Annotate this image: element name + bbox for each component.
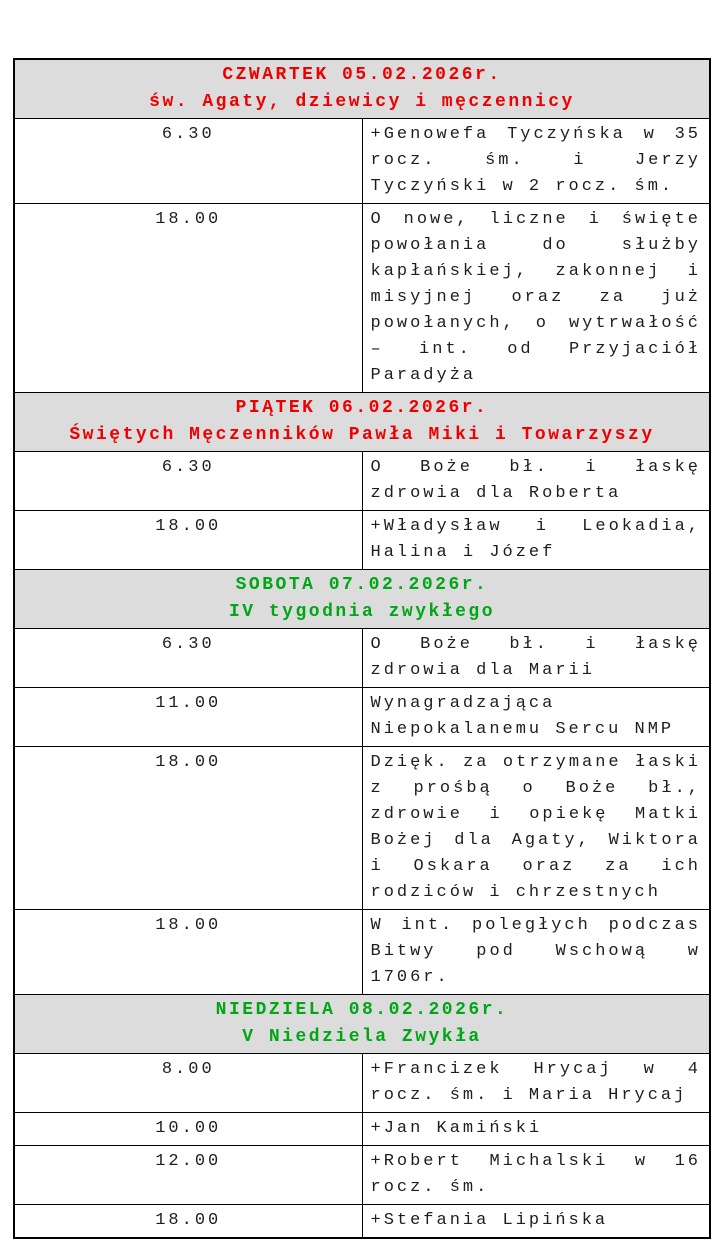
day-title: NIEDZIELA 08.02.2026r. <box>215 1000 509 1020</box>
mass-time: 18.00 <box>14 511 362 570</box>
day-header-cell <box>14 59 710 119</box>
day-title: CZWARTEK 05.02.2026r. <box>222 65 502 85</box>
day-subtitle: V Niedziela Zwykła <box>242 1027 482 1047</box>
mass-time: 6.30 <box>14 119 362 204</box>
mass-intention: +Władysław i Leokadia, Halina i Józef <box>362 511 710 570</box>
day-header-cell <box>14 995 710 1054</box>
mass-row <box>14 1054 710 1113</box>
mass-row <box>14 511 710 570</box>
day-title: PIĄTEK 06.02.2026r. <box>235 398 489 418</box>
day-header-cell <box>14 570 710 629</box>
mass-row <box>14 1146 710 1205</box>
mass-row <box>14 747 710 910</box>
mass-time: 6.30 <box>14 629 362 688</box>
mass-row <box>14 1205 710 1239</box>
mass-intention: +Stefania Lipińska <box>362 1205 710 1239</box>
mass-intention: W int. poległych podczas Bitwy pod Wschową w 1706r. <box>362 910 710 995</box>
mass-time: 6.30 <box>14 452 362 511</box>
mass-schedule-table <box>13 58 711 1239</box>
mass-row <box>14 204 710 393</box>
mass-time: 18.00 <box>14 204 362 393</box>
mass-intention: Dzięk. za otrzymane łaski z prośbą o Boże bł., zdrowie i opiekę Matki Bożej dla Agaty, Wiktora i Oskara oraz za ich rodziców i chrzestnych <box>362 747 710 910</box>
mass-time: 11.00 <box>14 688 362 747</box>
mass-row <box>14 119 710 204</box>
day-header-row <box>14 995 710 1054</box>
mass-time: 12.00 <box>14 1146 362 1205</box>
mass-intention: O nowe, liczne i święte powołania do służby kapłańskiej, zakonnej i misyjnej oraz za już powołanych, o wytrwałość – int. od Przyjaciół Paradyża <box>362 204 710 393</box>
day-header-row <box>14 59 710 119</box>
mass-row <box>14 910 710 995</box>
mass-row <box>14 452 710 511</box>
day-title: SOBOTA 07.02.2026r. <box>235 575 489 595</box>
mass-intention: Wynagradzająca Niepokalanemu Sercu NMP <box>362 688 710 747</box>
day-subtitle: IV tygodnia zwykłego <box>228 602 496 622</box>
day-header-row <box>14 393 710 452</box>
day-subtitle: św. Agaty, dziewicy i męczennicy <box>149 92 575 112</box>
day-header-row <box>14 570 710 629</box>
mass-intention: +Genowefa Tyczyńska w 35 rocz. śm. i Jerzy Tyczyński w 2 rocz. śm. <box>362 119 710 204</box>
mass-intention: +Jan Kamiński <box>362 1113 710 1146</box>
schedule-table-body <box>14 59 710 1238</box>
mass-time: 10.00 <box>14 1113 362 1146</box>
mass-row <box>14 629 710 688</box>
day-subtitle: Świętych Męczenników Pawła Miki i Towarzyszy <box>69 425 655 445</box>
mass-intention: +Francizek Hrycaj w 4 rocz. śm. i Maria Hrycaj <box>362 1054 710 1113</box>
mass-intention: O Boże bł. i łaskę zdrowia dla Roberta <box>362 452 710 511</box>
day-header-cell <box>14 393 710 452</box>
mass-time: 18.00 <box>14 1205 362 1239</box>
mass-row <box>14 688 710 747</box>
mass-row <box>14 1113 710 1146</box>
mass-intention: +Robert Michalski w 16 rocz. śm. <box>362 1146 710 1205</box>
mass-intention: O Boże bł. i łaskę zdrowia dla Marii <box>362 629 710 688</box>
mass-time: 18.00 <box>14 747 362 910</box>
mass-time: 8.00 <box>14 1054 362 1113</box>
mass-time: 18.00 <box>14 910 362 995</box>
